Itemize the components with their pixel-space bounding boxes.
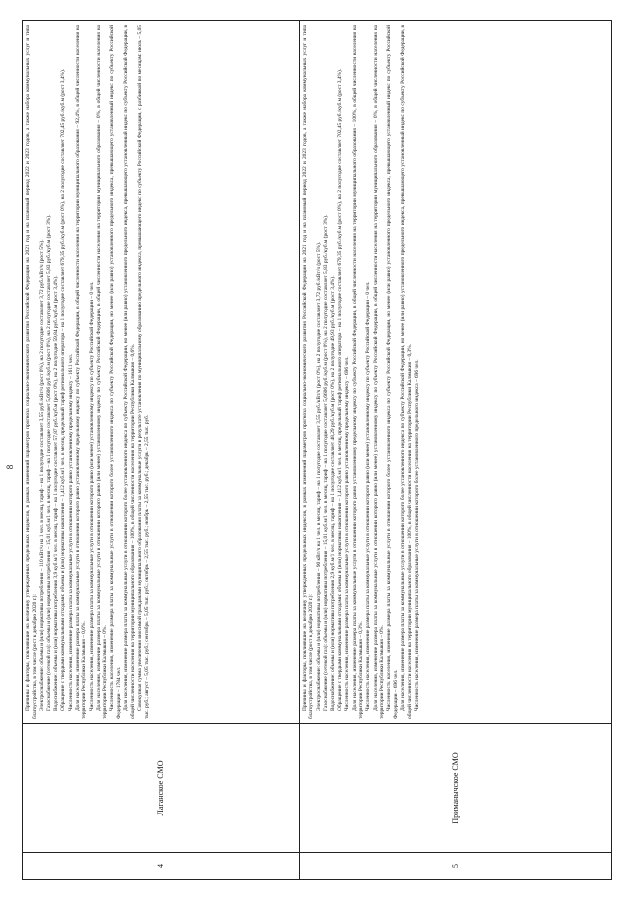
row-description [23, 21, 300, 724]
paragraph: Численность населения, изменение размера платы за коммунальные услуги в отношении которого более установленного индекса по субъекту Российской Федерации, но менее (или равно) установленного предельного индекса, превышающего установленный индекс по субъекту Российской Федерации – 1784 чел. [109, 25, 123, 719]
paragraph: Газоснабжение (сетевой газ): объемы и (или) нормативы потребления – 15,01 куб.м/1 чел. в месяц, тариф – на 1 полугодие составляет 5,6606 руб./куб.м (рост 0%), на 2 полугодие составляет 5,83 руб./куб.м (рост 3%). [45, 214, 52, 711]
paragraph: Доля населения, изменение размера платы за коммунальные услуги в отношении которого более установленного индекса по субъекту Российской Федерации, но менее (или равно) установленного предельного индекса, превышающего установленный индекс по субъекту Российской Федерации, в общей численности населения на территории муниципального образования – 100%, в общей численности населения на территории Республики Калмыкия – 0,6%. [123, 25, 136, 719]
paragraph: Совокупная сумма увеличения вносимой гражданами муниципального образования платы за коммунальные услуги в результате установления по муниципальному образованию предельного индекса, превышающего индекс по субъекту Российской Федерации, с разбивкой по месяцам: июль – 5,05 тыс. руб.; август – 5,05 тыс. руб.; сентябрь – 5,05 тыс. руб.; октябрь – 2,55 тыс. руб.; ноябрь – 2,55 тыс. руб.; декабрь – 2,55 тыс. руб. [137, 25, 150, 719]
paragraph: Численность населения, изменение размера платы за коммунальные услуги в отношении которого более установленного предельного индекса – 696 чел. [413, 359, 420, 711]
paragraph: Доля населения, изменение размера платы за коммунальные услуги в отношении которого равно (или менее) установленному индексу по субъекту Российской Федерации, в общей численности населения на территории муниципального образования – 0%, в общей численности населения на территории Республики Калмыкия – 0%. [95, 25, 109, 719]
paragraph: Электроснабжение: объемы и (или) нормативы потребления – 90 кВт/ч на 1 чел. в месяц, тариф – на 1 полугодие составляет 3,55 руб./кВт/ч (рост 0%), на 2 полугодие составляет 3,72 руб./кВт/ч (рост 5%). [315, 241, 322, 711]
row-number: 5 [299, 853, 611, 880]
row-description [299, 21, 611, 724]
paragraph: Численность населения, изменение размера платы за коммунальные услуги в отношении которого равно установленному предельному индексу – 696 чел. [344, 356, 351, 711]
paragraph: Газоснабжение (сетевой газ): объемы и (или) нормативы потребления – 15,01 куб.м/1 чел. в месяц, тариф – на 1 полугодие составляет 5,6606 руб./куб.м (рост 0%), на 2 полугодие составляет 5,83 руб./куб.м (рост 3%). [322, 214, 329, 711]
paragraph: Обращение с твердыми коммунальными отходами: объемы и (или) нормативы накопления – 1,412 куб.м/1 чел. в месяц, предельный тариф регионального оператора – на 1 полугодие составляет 679,35 руб./куб.м (рост 0%), на 2 полугодие составляет 702,45 руб./куб.м (рост 3,4%). [337, 68, 344, 711]
paragraph: Доля населения, изменение размера платы за коммунальные услуги в отношении которого равно установленному предельному индексу по субъекту Российской Федерации, в общей численности населения на территории муниципального образования – 92,4%, в общей численности населения на территории Республики Калмыкия – 0,6%. [74, 25, 88, 719]
paragraph: Доля населения, изменение размера платы за коммунальные услуги в отношении которого равно (или менее) установленному индексу по субъекту Российской Федерации, в общей численности населения на территории муниципального образования – 0%, в общей численности населения на территории Республики Калмыкия – 0%. [372, 25, 386, 719]
rotated-document-page [22, 20, 612, 880]
table-row [23, 21, 300, 880]
municipal-index-table [22, 20, 612, 880]
paragraph: Причины и факторы, повлиявшие на величину утвержденных предельных индексов, в рамках изменений параметров прогноза социально-экономического развития Российской Федерации на 2021 год и на плановый период 2022 и 2023 годов, а также набора коммунальных услуг и типа благоустройства, в том числе (рост к декабрю 2020 г.): [301, 25, 315, 719]
paragraph: Доля населения, изменение размера платы за коммунальные услуги в отношении которого равно установленному предельному индексу по субъекту Российской Федерации, в общей численности населения на территории муниципального образования – 100%, в общей численности населения на территории Республики Калмыкия – 0,3%. [351, 25, 365, 719]
row-number: 4 [23, 853, 300, 880]
table-row [299, 21, 611, 880]
paragraph: Водоснабжение: объемы и (или) нормативы потребления 3,9 куб.м/1 чел. в месяц, тариф – на 1 полугодие составляет 57,87 руб./куб.м (рост 0%), на 2 полугодие 59,84 руб./куб.м (рост 3,4%). [53, 275, 60, 711]
paragraph: Численность населения, изменение размера платы за коммунальные услуги в отношении которого более установленного индекса по субъекту Российской Федерации, но менее (или равно) установленного предельного индекса, превышающего установленный индекс по субъекту Российской Федерации – 696 чел. [386, 25, 399, 719]
municipality-name: Лаганское СМО [23, 724, 300, 853]
paragraph: Численность населения, изменение размера платы за коммунальные услуги в отношении которого равно (или менее) установленному индексу по субъекту Российской Федерации – 0 чел. [88, 281, 95, 711]
page-number: 8 [5, 464, 15, 470]
paragraph: Численность населения, изменение размера платы за коммунальные услуги в отношении которого равно (или менее) установленному индексу по субъекту Российской Федерации – 0 чел. [365, 281, 372, 711]
paragraph: Водоснабжение: объемы и (или) нормативы потребления 2,9 куб.м/1 чел. в месяц, тариф – на 1 полугодие составляет 48,29 руб./куб.м (рост 0%), на 2 полугодие 49,93 руб./куб.м (рост 3,4%). [329, 275, 336, 711]
municipality-name: Приманычское СМО [299, 724, 611, 853]
paragraph: Электроснабжение: объемы и (или) нормативы потребления – 110 кВт/ч на 1 чел. в месяц, тариф – на 1 полугодие составляет 3,55 руб./кВт/ч (рост 0%), на 2 полугодие составляет 3,72 руб./кВт/ч (рост 5%). [38, 239, 45, 711]
paragraph: Численность населения, изменение размера платы за коммунальные услуги в отношении которого равно установленному предельному индексу – 1611 чел. [67, 353, 74, 711]
paragraph: Доля населения, изменение размера платы за коммунальные услуги в отношении которого более установленного индекса по субъекту Российской Федерации, но менее (или равно) установленного предельного индекса, превышающего установленный индекс по субъекту Российской Федерации, в общей численности населения на территории муниципального образования – 100%, в общей численности населения на территории Республики Калмыкия – 0,3%. [400, 25, 413, 719]
paragraph: Причины и факторы, повлиявшие на величину утвержденных предельных индексов, в рамках изменений параметров прогноза социально-экономического развития Российской Федерации на 2021 год и на плановый период 2022 и 2023 годов, а также набора коммунальных услуг и типа благоустройства, в том числе (рост к декабрю 2020 г.): [25, 25, 38, 719]
paragraph: Обращение с твердыми коммунальными отходами: объемы и (или) нормативы накопления – 1,412 куб.м/1 чел. в месяц, предельный тариф регионального оператора – на 1 полугодие составляет 679,35 руб./куб.м (рост 0%), на 2 полугодие составляет 702,45 руб./куб.м (рост 3,4%). [60, 68, 67, 711]
